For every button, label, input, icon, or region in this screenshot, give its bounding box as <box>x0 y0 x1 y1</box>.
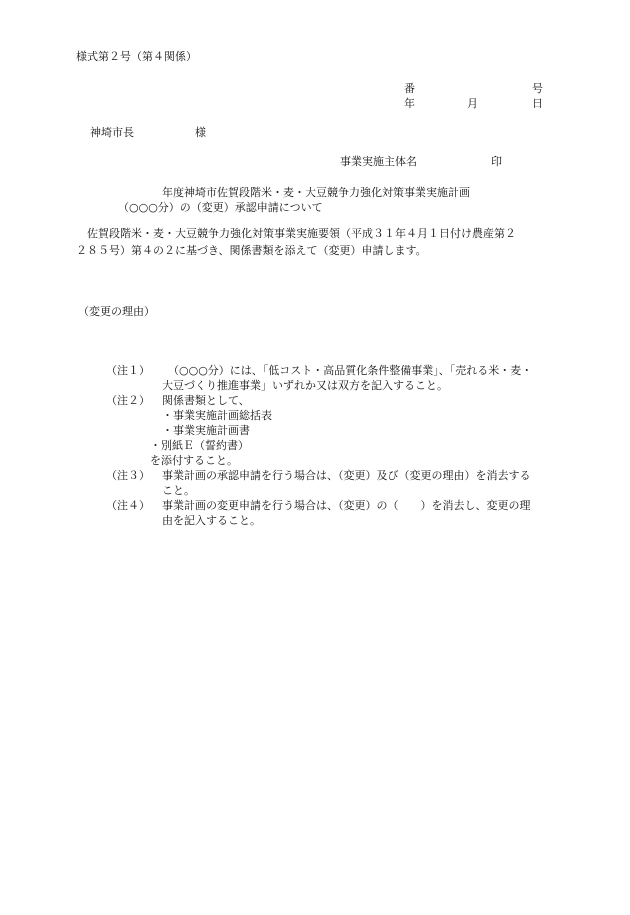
addressee-name: 神埼市長 <box>90 126 134 139</box>
body-line1: 佐賀段階米・麦・大豆競争力強化対策事業実施要領（平成３１年４月１日付け農産第２ <box>87 227 516 240</box>
note1-line1: （○○○分）には、「低コスト・高品質化条件整備事業」、「売れる米・麦・ <box>168 364 533 377</box>
document-title-line1: 年度神埼市佐賀段階米・麦・大豆競争力強化対策事業実施計画 <box>162 186 470 199</box>
note2-item2: ・事業実施計画書 <box>162 424 250 437</box>
note4-label: （注４） <box>106 499 150 512</box>
date-year: 年 <box>404 97 415 110</box>
number-label: 番 <box>404 82 415 95</box>
note3-line1: 事業計画の承認申請を行う場合は、（変更）及び（変更の理由）を消去する <box>162 469 531 482</box>
note3-line2: こと。 <box>162 484 195 497</box>
addressee-honorific: 様 <box>195 126 206 139</box>
note2-tail: を添付すること。 <box>150 454 238 467</box>
reason-heading: （変更の理由） <box>78 305 155 318</box>
notes-section <box>106 364 558 529</box>
note2-item1: ・事業実施計画総括表 <box>162 409 272 422</box>
note4-line1: 事業計画の変更申請を行う場合は、（変更）の（ ）を消去し、変更の理 <box>162 499 531 512</box>
note1-line2: 大豆づくり推進事業」いずれか又は双方を記入すること。 <box>162 379 448 392</box>
note2-line1: 関係書類として、 <box>162 394 250 407</box>
number-suffix: 号 <box>532 82 543 95</box>
date-month: 月 <box>467 97 478 110</box>
body-paragraph <box>76 225 556 259</box>
date-day: 日 <box>532 97 543 110</box>
document-title-line2: （○○○分）の（変更）承認申請について <box>118 201 323 214</box>
note2-item3: ・別紙Ｅ（誓約書） <box>150 439 249 452</box>
body-line2: ２８５号）第４の２に基づき、関係書類を添えて（変更）申請します。 <box>76 244 427 257</box>
applicant-label: 事業実施主体名 <box>340 155 417 168</box>
note1-label: （注１） <box>106 364 150 377</box>
note4-line2: 由を記入すること。 <box>162 514 261 527</box>
form-number: 様式第２号（第４関係） <box>76 50 197 63</box>
note3-label: （注３） <box>106 469 150 482</box>
seal-mark: 印 <box>491 155 502 168</box>
note2-label: （注２） <box>106 394 150 407</box>
